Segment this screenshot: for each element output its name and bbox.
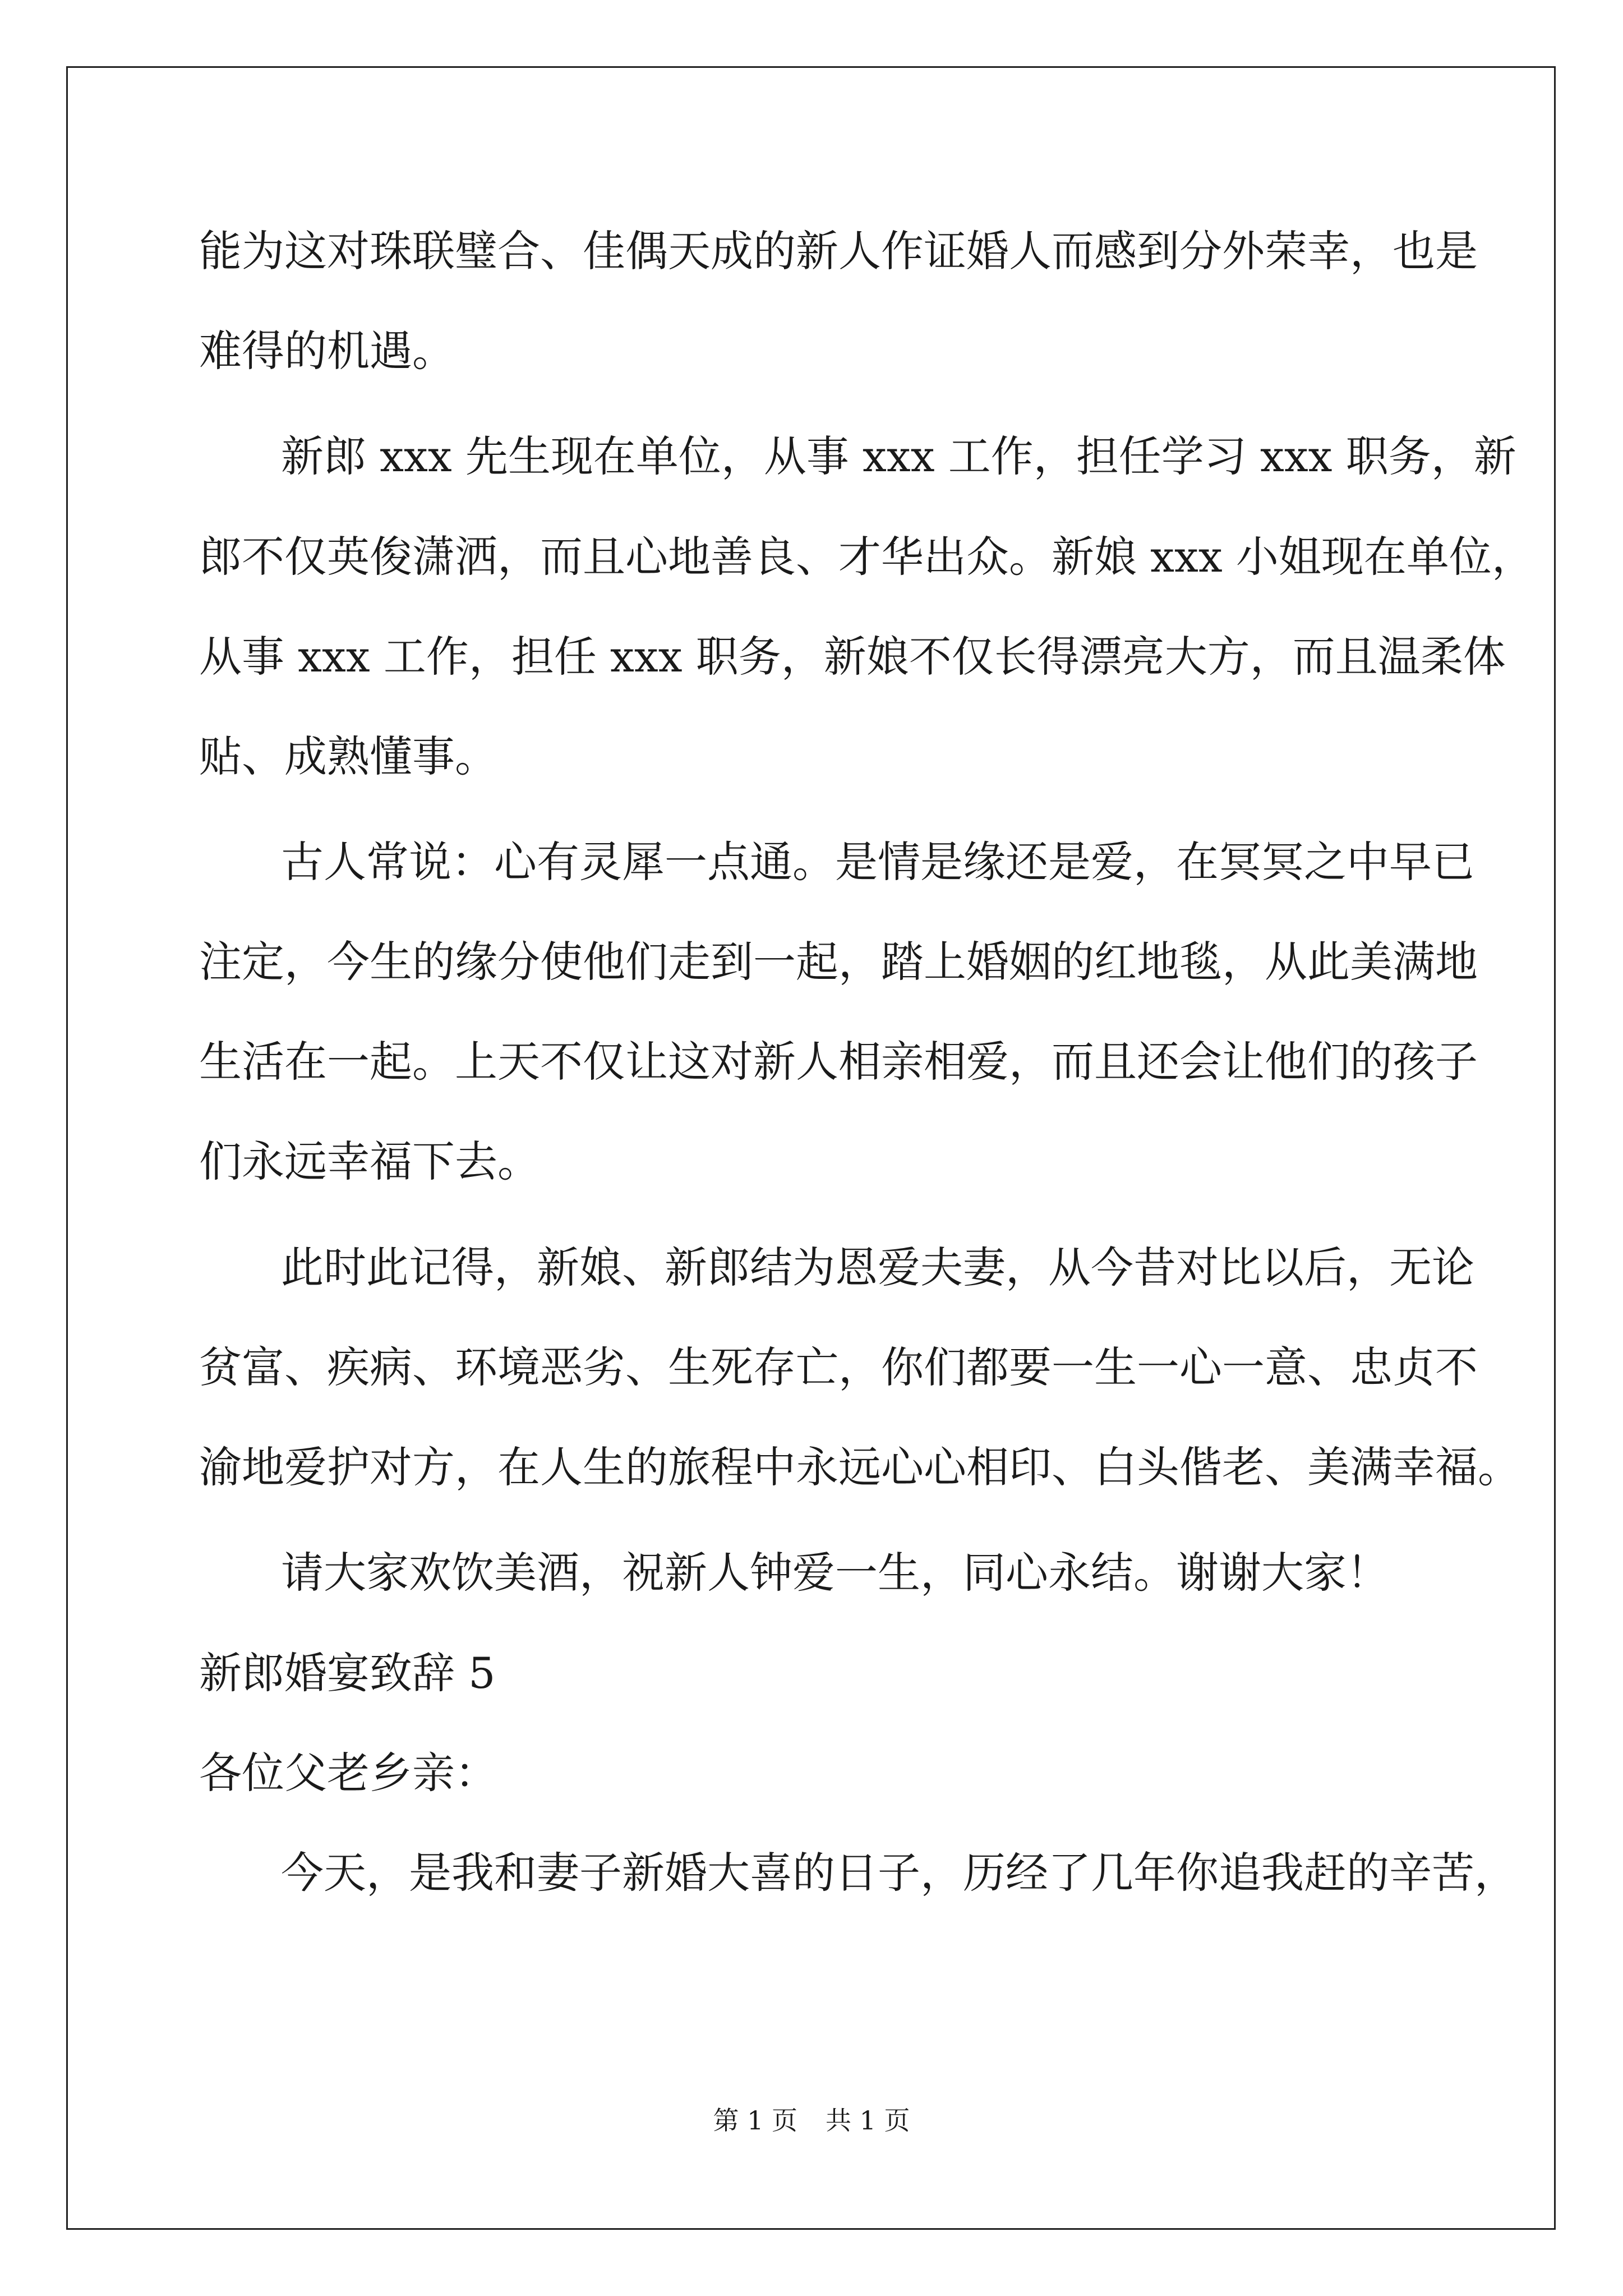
salutation: 各位父老乡亲： bbox=[199, 1748, 497, 1798]
text-line: 今天，是我和妻子新婚大喜的日子，历经了几年你追我赶的辛苦， bbox=[281, 1848, 1517, 1898]
page-number-total: 共 1 页 bbox=[826, 2105, 910, 2136]
text-line: 此时此记得，新娘、新郎结为恩爱夫妻，从今昔对比以后，无论 bbox=[281, 1243, 1474, 1292]
text-line: 注定，今生的缘分使他们走到一起，踏上婚姻的红地毯，从此美满地 bbox=[199, 937, 1478, 987]
text-line: 生活在一起。上天不仅让这对新人相亲相爱，而且还会让他们的孩子 bbox=[199, 1037, 1478, 1087]
text-line: 渝地爱护对方，在人生的旅程中永远心心相印、白头偕老、美满幸福。 bbox=[199, 1442, 1520, 1492]
text-line: 们永远幸福下去。 bbox=[199, 1137, 540, 1186]
page-footer bbox=[0, 2104, 1623, 2137]
text-line: 郎不仅英俊潇洒，而且心地善良、才华出众。新娘 xxx 小姐现在单位， bbox=[199, 532, 1534, 582]
text-line: 古人常说：心有灵犀一点通。是情是缘还是爱，在冥冥之中早已 bbox=[281, 837, 1474, 887]
text-line: 贴、成熟懂事。 bbox=[199, 731, 497, 781]
section-heading: 新郎婚宴致辞 5 bbox=[199, 1648, 496, 1698]
page-number-current: 第 1 页 bbox=[713, 2105, 797, 2136]
text-line: 新郎 xxx 先生现在单位，从事 xxx 工作，担任学习 xxx 职务，新 bbox=[281, 431, 1516, 481]
text-line: 能为这对珠联璧合、佳偶天成的新人作证婚人而感到分外荣幸，也是 bbox=[199, 226, 1478, 276]
text-line: 贫富、疾病、环境恶劣、生死存亡，你们都要一生一心一意、忠贞不 bbox=[199, 1342, 1478, 1392]
text-line: 从事 xxx 工作，担任 xxx 职务，新娘不仅长得漂亮大方，而且温柔体 bbox=[199, 632, 1506, 682]
text-line: 难得的机遇。 bbox=[199, 326, 455, 376]
text-line: 请大家欢饮美酒，祝新人钟爱一生，同心永结。谢谢大家！ bbox=[281, 1548, 1389, 1598]
